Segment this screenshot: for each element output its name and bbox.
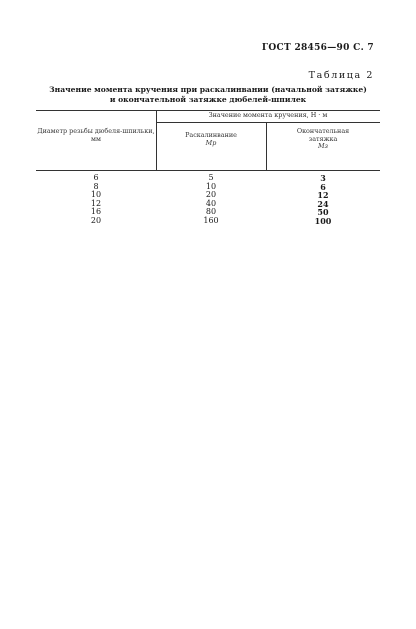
- cell-d-1: 8: [93, 181, 99, 191]
- cell-mz-5: 100: [314, 215, 332, 226]
- table-title-line-1: Значение момента кручения при раскалинвании (начальной затяжке): [49, 85, 367, 94]
- col-mz-header: [266, 128, 380, 151]
- table-group-rule: [156, 122, 380, 123]
- cell-d-2: 10: [90, 190, 102, 200]
- cell-d-5: 20: [90, 215, 102, 225]
- cell-mp-4: 80: [205, 207, 217, 217]
- table-title-line-2: и окончательной затяжке дюбелей-шпилек: [109, 95, 307, 104]
- col-mp-values: [156, 174, 266, 226]
- col-mz-values: [266, 174, 380, 226]
- cell-d-0: 6: [93, 173, 99, 182]
- cell-mp-5: 160: [203, 215, 219, 225]
- cell-mz-0: 3: [320, 173, 326, 183]
- cell-mp-1: 10: [205, 181, 217, 191]
- cell-mp-3: 40: [205, 198, 217, 208]
- col-mp-label: Раскалинвание: [185, 131, 237, 139]
- col-mp-header: [156, 132, 266, 147]
- cell-mp-2: 20: [205, 190, 217, 200]
- col-mz-label: Окончательная затяжка: [296, 127, 350, 143]
- cell-d-4: 16: [90, 207, 102, 217]
- document-header: ГОСТ 28456—90 С. 7: [261, 43, 374, 53]
- col-diameter-header: Диаметр резьбы дюбеля-шпильки, мм: [37, 127, 155, 143]
- cell-mz-1: 6: [320, 181, 326, 192]
- col-diameter-values: [36, 174, 156, 226]
- cell-mz-2: 12: [317, 190, 329, 201]
- group-torque-header: Значение момента кручения, Н · м: [208, 111, 328, 119]
- cell-mp-0: 5: [208, 173, 214, 182]
- cell-mz-4: 50: [317, 207, 329, 218]
- table-top-rule: [36, 110, 380, 111]
- table-label: Таблица 2: [308, 70, 374, 81]
- table-header-rule: [36, 170, 380, 171]
- table-title: [36, 85, 380, 105]
- col-mz-symbol: Mз: [317, 142, 329, 150]
- cell-d-3: 12: [90, 198, 102, 208]
- cell-mz-3: 24: [317, 198, 329, 209]
- torque-table: [36, 110, 380, 259]
- col-mp-symbol: Mр: [205, 138, 217, 147]
